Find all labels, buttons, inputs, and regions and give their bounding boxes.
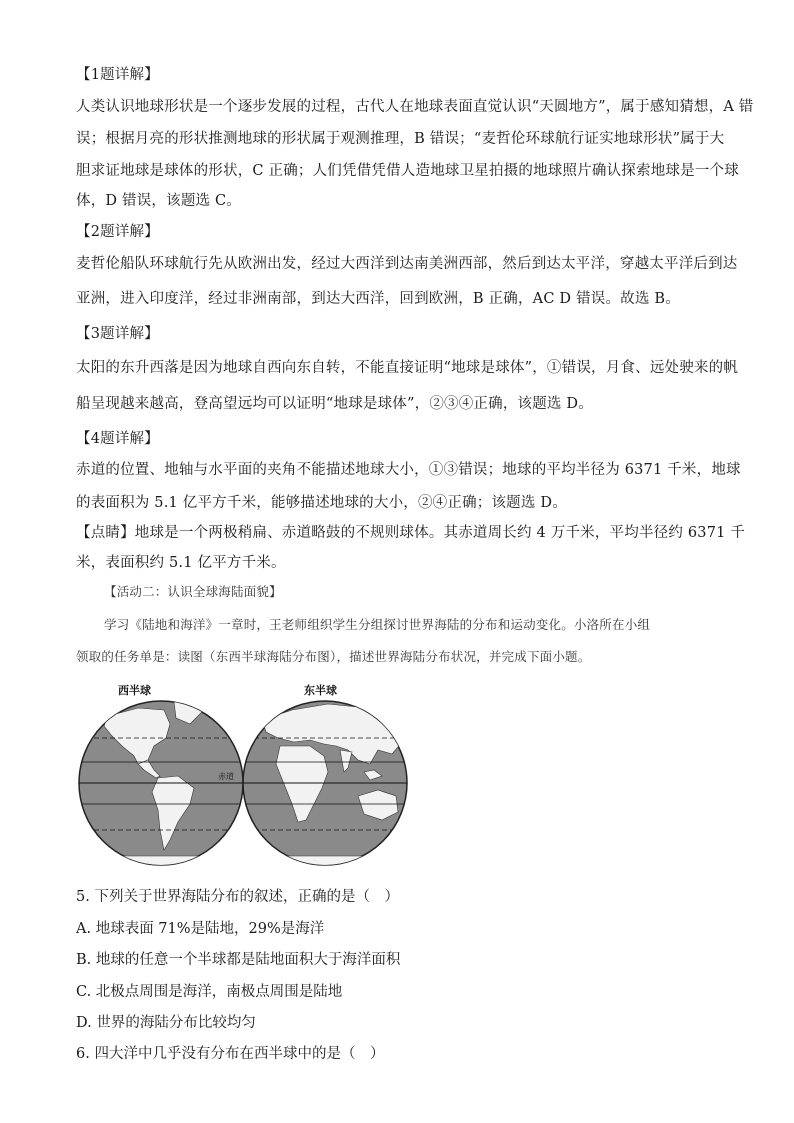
q1-header: 【1题详解】 (76, 67, 159, 83)
q1-line-1: 人类认识地球形状是一个逐步发展的过程，古代人在地球表面直觉认识“天圆地方”，属于感知猜想，A 错 (76, 99, 754, 115)
q5-option-c: C. 北极点周围是海洋，南极点周围是陆地 (76, 984, 343, 1000)
western-hemisphere (78, 683, 248, 870)
q1-line-3: 胆求证地球是球体的形状，C 正确；人们凭借凭借人造地球卫星拍摄的地球照片确认探索地球是一个球 (76, 163, 739, 179)
q1-line-4: 体，D 错误，该题选 C。 (76, 193, 242, 209)
q3-header: 【3题详解】 (76, 326, 159, 342)
q1-line-2: 误；根据月亮的形状推测地球的形状属于观测推理，B 错误；“麦哲伦环球航行证实地球形状”属于大 (76, 131, 725, 147)
activity-line-1: 学习《陆地和海洋》一章时，王老师组织学生分组探讨世界海陆的分布和运动变化。小洛所在小组 (104, 617, 651, 632)
dianjing-line-2: 米，表面积约 5.1 亿平方千米。 (76, 555, 286, 571)
q4-header: 【4题详解】 (76, 431, 159, 447)
west-hemisphere-label: 西半球 (118, 684, 151, 697)
q5-option-a: A. 地球表面 71%是陆地，29%是海洋 (76, 921, 325, 937)
q4-line-1: 赤道的位置、地轴与水平面的夹角不能描述地球大小，①③错误；地球的平均半径为 6371 千米，地球 (76, 462, 741, 478)
q6-stem: 6. 四大洋中几乎没有分布在西半球中的是（ ） (76, 1046, 385, 1062)
q3-line-1: 太阳的东升西落是因为地球自西向东自转，不能直接证明“地球是球体”，①错误，月食、远处驶来的帆 (76, 360, 739, 376)
q2-line-2: 亚洲，进入印度洋，经过非洲南部，到达大西洋，回到欧洲，B 正确，AC D 错误。故选 B。 (76, 291, 680, 307)
activity-title: 【活动二：认识全球海陆面貌】 (104, 584, 282, 599)
east-hemisphere-label: 东半球 (304, 684, 337, 697)
eastern-hemisphere (238, 683, 408, 870)
q2-header: 【2题详解】 (76, 224, 159, 240)
q4-line-2: 的表面积为 5.1 亿平方千米，能够描述地球的大小，②④正确；该题选 D。 (76, 495, 567, 511)
hemispheres-map (78, 680, 408, 870)
equator-label: 赤道 (218, 772, 234, 781)
activity-line-2: 领取的任务单是：读图（东西半球海陆分布图），描述世界海陆分布状况，并完成下面小题。 (76, 649, 591, 664)
q3-line-2: 船呈现越来越高，登高望远均可以证明“地球是球体”，②③④正确，该题选 D。 (76, 396, 593, 412)
q5-option-b: B. 地球的任意一个半球都是陆地面积大于海洋面积 (76, 952, 401, 968)
q5-option-d: D. 世界的海陆分布比较均匀 (76, 1015, 256, 1031)
q5-stem: 5. 下列关于世界海陆分布的叙述，正确的是（ ） (76, 889, 399, 905)
dianjing-line-1: 【点睛】地球是一个两极稍扁、赤道略鼓的不规则球体。其赤道周长约 4 万千米，平均半径约 6371 千 (76, 525, 746, 541)
q2-line-1: 麦哲伦船队环球航行先从欧洲出发，经过大西洋到达南美洲西部，然后到达太平洋，穿越太平洋后到达 (76, 256, 738, 272)
